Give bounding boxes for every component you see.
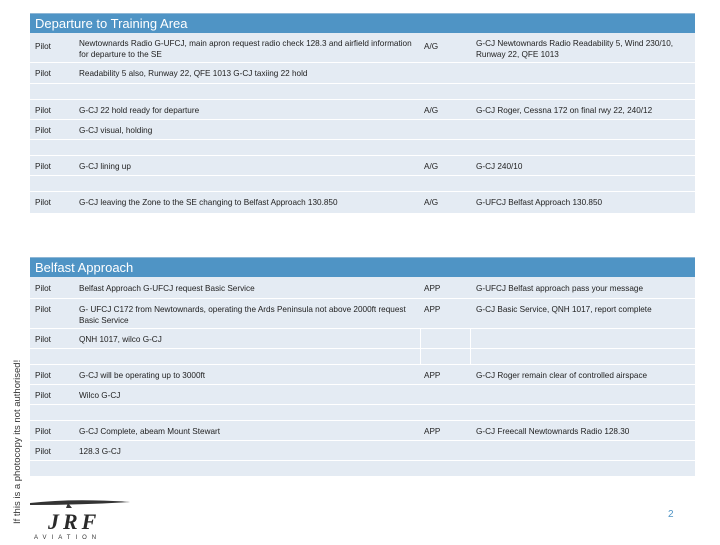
- photocopy-warning: [2, 248, 22, 524]
- table-row: [30, 385, 695, 405]
- station-cell: APP: [424, 427, 441, 436]
- section-departure: [30, 13, 695, 214]
- logo-letters: JRF: [48, 509, 101, 534]
- table-row: [30, 100, 695, 120]
- table-row: [30, 33, 695, 63]
- table-row: [30, 120, 695, 140]
- table-row: [30, 84, 695, 100]
- speaker-cell: Pilot: [35, 126, 51, 135]
- speaker-cell: Pilot: [35, 305, 51, 314]
- speaker-cell: Pilot: [35, 198, 51, 207]
- pilot-call-cell: G-CJ visual, holding: [79, 126, 153, 135]
- table-row: [30, 176, 695, 192]
- station-cell: APP: [424, 305, 441, 314]
- photocopy-warning-text: If this is a photocopy its not authorised!: [12, 359, 23, 524]
- speaker-cell: Pilot: [35, 447, 51, 456]
- station-cell: A/G: [424, 106, 439, 115]
- pilot-call-cell: G-CJ 22 hold ready for departure: [79, 106, 200, 115]
- page-number: 2: [668, 509, 674, 520]
- table-row: [30, 277, 695, 299]
- speaker-cell: Pilot: [35, 427, 51, 436]
- jrf-aviation-logo: [28, 496, 136, 540]
- speaker-cell: Pilot: [35, 42, 51, 51]
- atc-reply-cell: G-CJ Newtownards Radio Readability 5, Wind 230/10, Runway 22, QFE 1013: [476, 39, 674, 59]
- table-row: [30, 329, 695, 349]
- station-cell: APP: [424, 284, 441, 293]
- table-row: [30, 365, 695, 385]
- speaker-cell: Pilot: [35, 162, 51, 171]
- table-row: [30, 63, 695, 84]
- section-title: Departure to Training Area: [30, 13, 695, 33]
- atc-reply-cell: G-CJ 240/10: [476, 162, 523, 171]
- pilot-call-cell: Newtownards Radio G-UFCJ, main apron request radio check 128.3 and airfield information for departure to the SE: [79, 39, 412, 59]
- pilot-call-cell: 128.3 G-CJ: [79, 447, 121, 456]
- pilot-call-cell: G-CJ Complete, abeam Mount Stewart: [79, 427, 221, 436]
- atc-reply-cell: G-UFCJ Belfast Approach 130.850: [476, 198, 603, 207]
- speaker-cell: Pilot: [35, 106, 51, 115]
- table-row: [30, 349, 695, 365]
- logo-subtitle: AVIATION: [34, 535, 102, 540]
- pilot-call-cell: QNH 1017, wilco G-CJ: [79, 335, 162, 344]
- approach-table: [30, 277, 695, 477]
- speaker-cell: Pilot: [35, 69, 51, 78]
- pilot-call-cell: Wilco G-CJ: [79, 391, 121, 400]
- speaker-cell: Pilot: [35, 391, 51, 400]
- table-row: [30, 140, 695, 156]
- atc-reply-cell: G-CJ Roger, Cessna 172 on final rwy 22, 240/12: [476, 106, 653, 115]
- table-row: [30, 192, 695, 214]
- pilot-call-cell: G- UFCJ C172 from Newtownards, operating the Ards Peninsula not above 2000ft request Basic Service: [79, 305, 406, 325]
- pilot-call-cell: Readability 5 also, Runway 22, QFE 1013 G-CJ taxiing 22 hold: [79, 69, 308, 78]
- station-cell: A/G: [424, 162, 439, 171]
- table-row: [30, 299, 695, 329]
- station-cell: A/G: [424, 42, 439, 51]
- pilot-call-cell: G-CJ leaving the Zone to the SE changing to Belfast Approach 130.850: [79, 198, 338, 207]
- section-title: Belfast Approach: [30, 257, 695, 277]
- pilot-call-cell: Belfast Approach G-UFCJ request Basic Service: [79, 284, 255, 293]
- logo-graphic: [28, 496, 136, 540]
- atc-reply-cell: G-CJ Roger remain clear of controlled airspace: [476, 371, 648, 380]
- table-row: [30, 441, 695, 461]
- speaker-cell: Pilot: [35, 335, 51, 344]
- departure-table: [30, 33, 695, 214]
- atc-reply-cell: G-CJ Freecall Newtownards Radio 128.30: [476, 427, 630, 436]
- atc-reply-cell: G-CJ Basic Service, QNH 1017, report complete: [476, 305, 652, 314]
- station-cell: A/G: [424, 198, 439, 207]
- table-row: [30, 405, 695, 421]
- pilot-call-cell: G-CJ will be operating up to 3000ft: [79, 371, 206, 380]
- table-row: [30, 421, 695, 441]
- pilot-call-cell: G-CJ lining up: [79, 162, 131, 171]
- speaker-cell: Pilot: [35, 284, 51, 293]
- speaker-cell: Pilot: [35, 371, 51, 380]
- station-cell: APP: [424, 371, 441, 380]
- atc-reply-cell: G-UFCJ Belfast approach pass your message: [476, 284, 644, 293]
- table-row: [30, 156, 695, 176]
- section-belfast-approach: [30, 257, 695, 477]
- table-row: [30, 461, 695, 477]
